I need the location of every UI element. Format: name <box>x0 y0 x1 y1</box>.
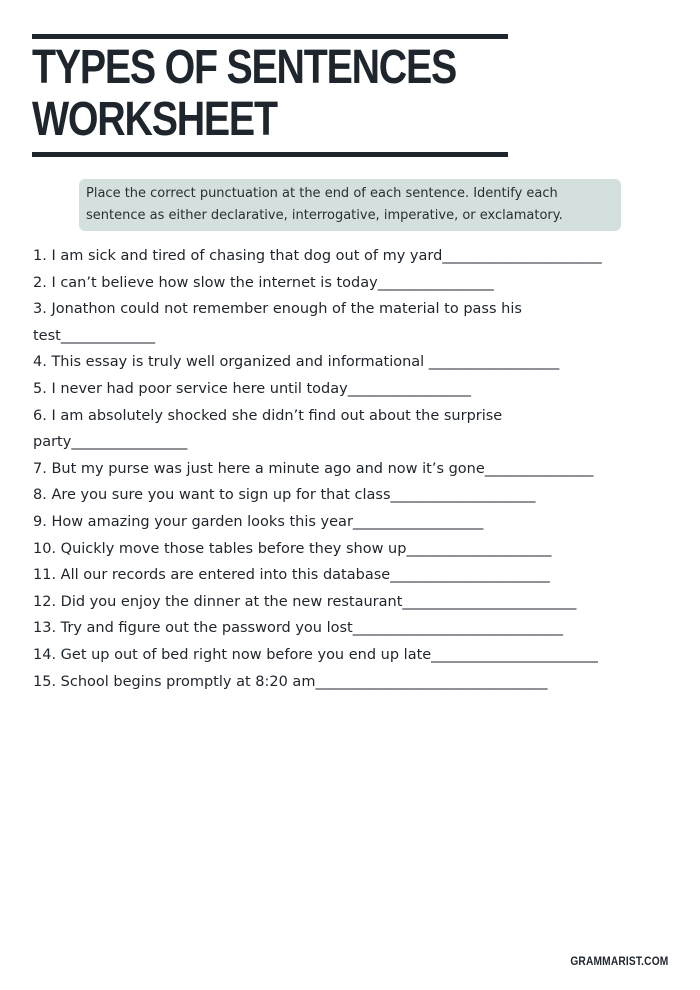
list-item: 5. I never had poor service here until today_________________ <box>33 380 471 397</box>
list-item: 15. School begins promptly at 8:20 am________________________________ <box>33 673 548 690</box>
instructions-box: Place the correct punctuation at the end of each sentence. Identify each sentence as either declarative, interrogative, imperative, or exclamatory. <box>79 179 621 231</box>
title-line-2: WORKSHEET <box>32 93 277 146</box>
title-rule-top <box>32 34 508 39</box>
list-item: party________________ <box>33 434 188 451</box>
list-item: 12. Did you enjoy the dinner at the new restaurant________________________ <box>33 593 577 610</box>
footer-site-label: GRAMMARIST.COM <box>569 954 668 968</box>
list-item: 14. Get up out of bed right now before you end up late_______________________ <box>33 646 598 663</box>
title-line-1: TYPES OF SENTENCES <box>32 41 457 94</box>
list-item: 11. All our records are entered into this database______________________ <box>33 567 550 584</box>
list-item: test_____________ <box>33 327 156 344</box>
list-item: 4. This essay is truly well organized and informational __________________ <box>33 354 560 371</box>
list-item: 2. I can’t believe how slow the internet is today________________ <box>33 274 494 291</box>
title-rule-bottom <box>32 152 508 157</box>
list-item: 10. Quickly move those tables before they show up____________________ <box>33 540 552 557</box>
worksheet-title <box>32 42 456 146</box>
list-item: 8. Are you sure you want to sign up for that class____________________ <box>33 487 536 504</box>
list-item: 3. Jonathon could not remember enough of the material to pass his <box>33 301 522 318</box>
list-item: 13. Try and figure out the password you lost_____________________________ <box>33 620 563 637</box>
sentence-list <box>33 243 673 695</box>
list-item: 6. I am absolutely shocked she didn’t find out about the surprise <box>33 407 503 424</box>
list-item: 1. I am sick and tired of chasing that dog out of my yard______________________ <box>33 248 602 264</box>
list-item: 9. How amazing your garden looks this year__________________ <box>33 513 484 530</box>
list-item: 7. But my purse was just here a minute ago and now it’s gone_______________ <box>33 460 594 477</box>
